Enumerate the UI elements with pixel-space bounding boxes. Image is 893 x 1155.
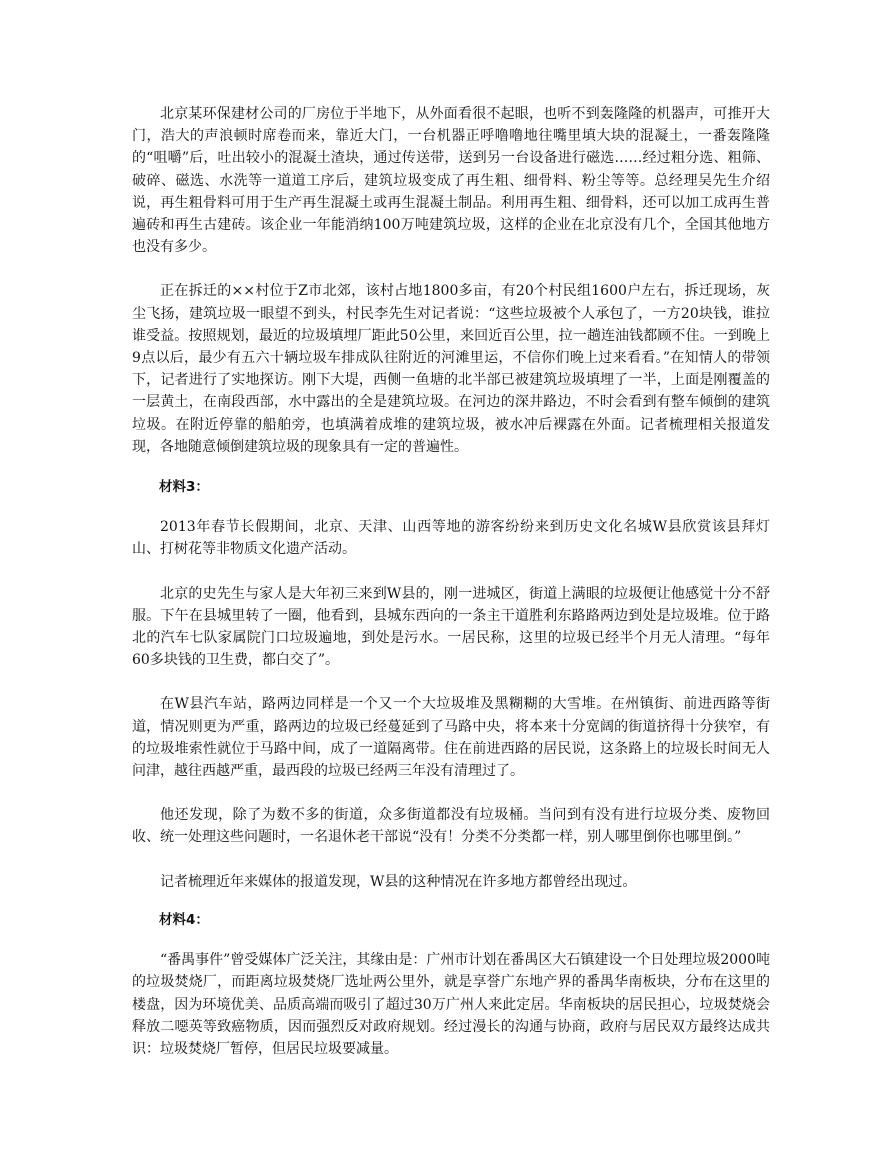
paragraph-spacer	[132, 849, 770, 871]
section-heading-material-3: 材料3：	[159, 479, 209, 496]
paragraph-spacer	[132, 561, 770, 583]
paragraph-bus-station: 在W县汽车站，路两边同样是一个又一个大垃圾堆及黑糊糊的大雪堆。在州镇街、前进西路等街道，情况则更为严重，路两边的垃圾已经蔓延到了马路中央，将本来十分宽阔的街道挤得十分狭窄，有的垃圾堆索性就位于马路中间，成了一道隔离带。住在前进西路的居民说，这条路上的垃圾长时间无人问津，越往西越严重，最西段的垃圾已经两三年没有清理过了。	[132, 696, 770, 780]
document-body	[132, 103, 770, 1060]
section-heading-material-4: 材料4：	[159, 911, 209, 928]
paragraph-demolition-village: 正在拆迁的××村位于Z市北郊，该村占地1800多亩，有20个村民组1600户左右，拆迁现场，灰尘飞扬，建筑垃圾一眼望不到头，村民李先生对记者说：“这些垃圾被个人承包了，一方20块钱，谁拉谁受益。按照规划，最近的垃圾填埋厂距此50公里，来回近百公里，拉一趟连油钱都顾不住。一到晚上9点以后，最少有五六十辆垃圾车排成队往附近的河滩里运，不信你们晚上过来看看。”在知情人的带领下，记者进行了实地探访。刚下大堤，西侧一鱼塘的北半部已被建筑垃圾填埋了一半，上面是刚覆盖的一层黄土，在南段西部，水中露出的全是建筑垃圾。在河边的深井路边，不时会看到有整车倾倒的建筑垃圾。在附近停靠的船舶旁，也填满着成堆的建筑垃圾，被水冲后裸露在外面。记者梳理相关报道发现，各地随意倾倒建筑垃圾的现象具有一定的普遍性。	[132, 283, 770, 455]
paragraph-spacer	[132, 458, 770, 476]
paragraph-spacer	[132, 498, 770, 516]
paragraph-spacer	[132, 893, 770, 909]
paragraph-spacer	[132, 258, 770, 280]
paragraph-spacer	[132, 671, 770, 693]
paragraph-recycling-company: 北京某环保建材公司的厂房位于半地下，从外面看很不起眼，也听不到轰隆隆的机器声，可推开大门，浩大的声浪顿时席卷而来，靠近大门，一台机器正呼噜噜地往嘴里填大块的混凝土，一番轰隆隆的“咀嚼”后，吐出较小的混凝土渣块，通过传送带，送到另一台设备进行磁选……经过粗分选、粗筛、破碎、磁选、水洗等一道道工序后，建筑垃圾变成了再生粗、细骨料、粉尘等等。总经理吴先生介绍说，再生粗骨料可用于生产再生混凝土或再生混凝土制品。利用再生粗、细骨料，还可以加工成再生普遍砖和再生古建砖。该企业一年能消纳100万吨建筑垃圾，这样的企业在北京没有几个，全国其他地方也没有多少。	[132, 106, 770, 256]
paragraph-spacer	[132, 782, 770, 804]
paragraph-media-review: 记者梳理近年来媒体的报道发现，W县的这种情况在许多地方都曾经出现过。	[160, 873, 637, 890]
paragraph-panyu-incident: “番禺事件”曾受媒体广泛关注，其缘由是：广州市计划在番禺区大石镇建设一个日处理垃圾2000吨的垃圾焚烧厂，而距离垃圾焚烧厂选址两公里外，就是享誉广东地产界的番禺华南板块，分布在这里的楼盘，因为环境优美、品质高端而吸引了超过30万广州人来此定居。华南板块的居民担心，垃圾焚烧会释放二噁英等致癌物质，因而强烈反对政府规划。经过漫长的沟通与协商，政府与居民双方最终达成共识：垃圾焚烧厂暂停，但居民垃圾要减量。	[132, 952, 770, 1057]
paragraph-no-trash-bins: 他还发现，除了为数不多的街道，众多街道都没有垃圾桶。当问到有没有进行垃圾分类、废物回收、统一处理这些问题时，一名退休老干部说“没有！分类不分类都一样，别人哪里倒你也哪里倒。”	[132, 807, 770, 846]
paragraph-spring-festival: 2013年春节长假期间，北京、天津、山西等地的游客纷纷来到历史文化名城W县欣赏该县拜灯山、打树花等非物质文化遗产活动。	[132, 519, 770, 558]
paragraph-mr-shi: 北京的史先生与家人是大年初三来到W县的，刚一进城区，街道上满眼的垃圾便让他感觉十分不舒服。下午在县城里转了一圈，他看到，县城东西向的一条主干道胜利东路路两边到处是垃圾堆。位于路北的汽车七队家属院门口垃圾遍地，到处是污水。一居民称，这里的垃圾已经半个月无人清理。“每年60多块钱的卫生费，都白交了”。	[132, 585, 770, 669]
paragraph-spacer	[132, 931, 770, 949]
